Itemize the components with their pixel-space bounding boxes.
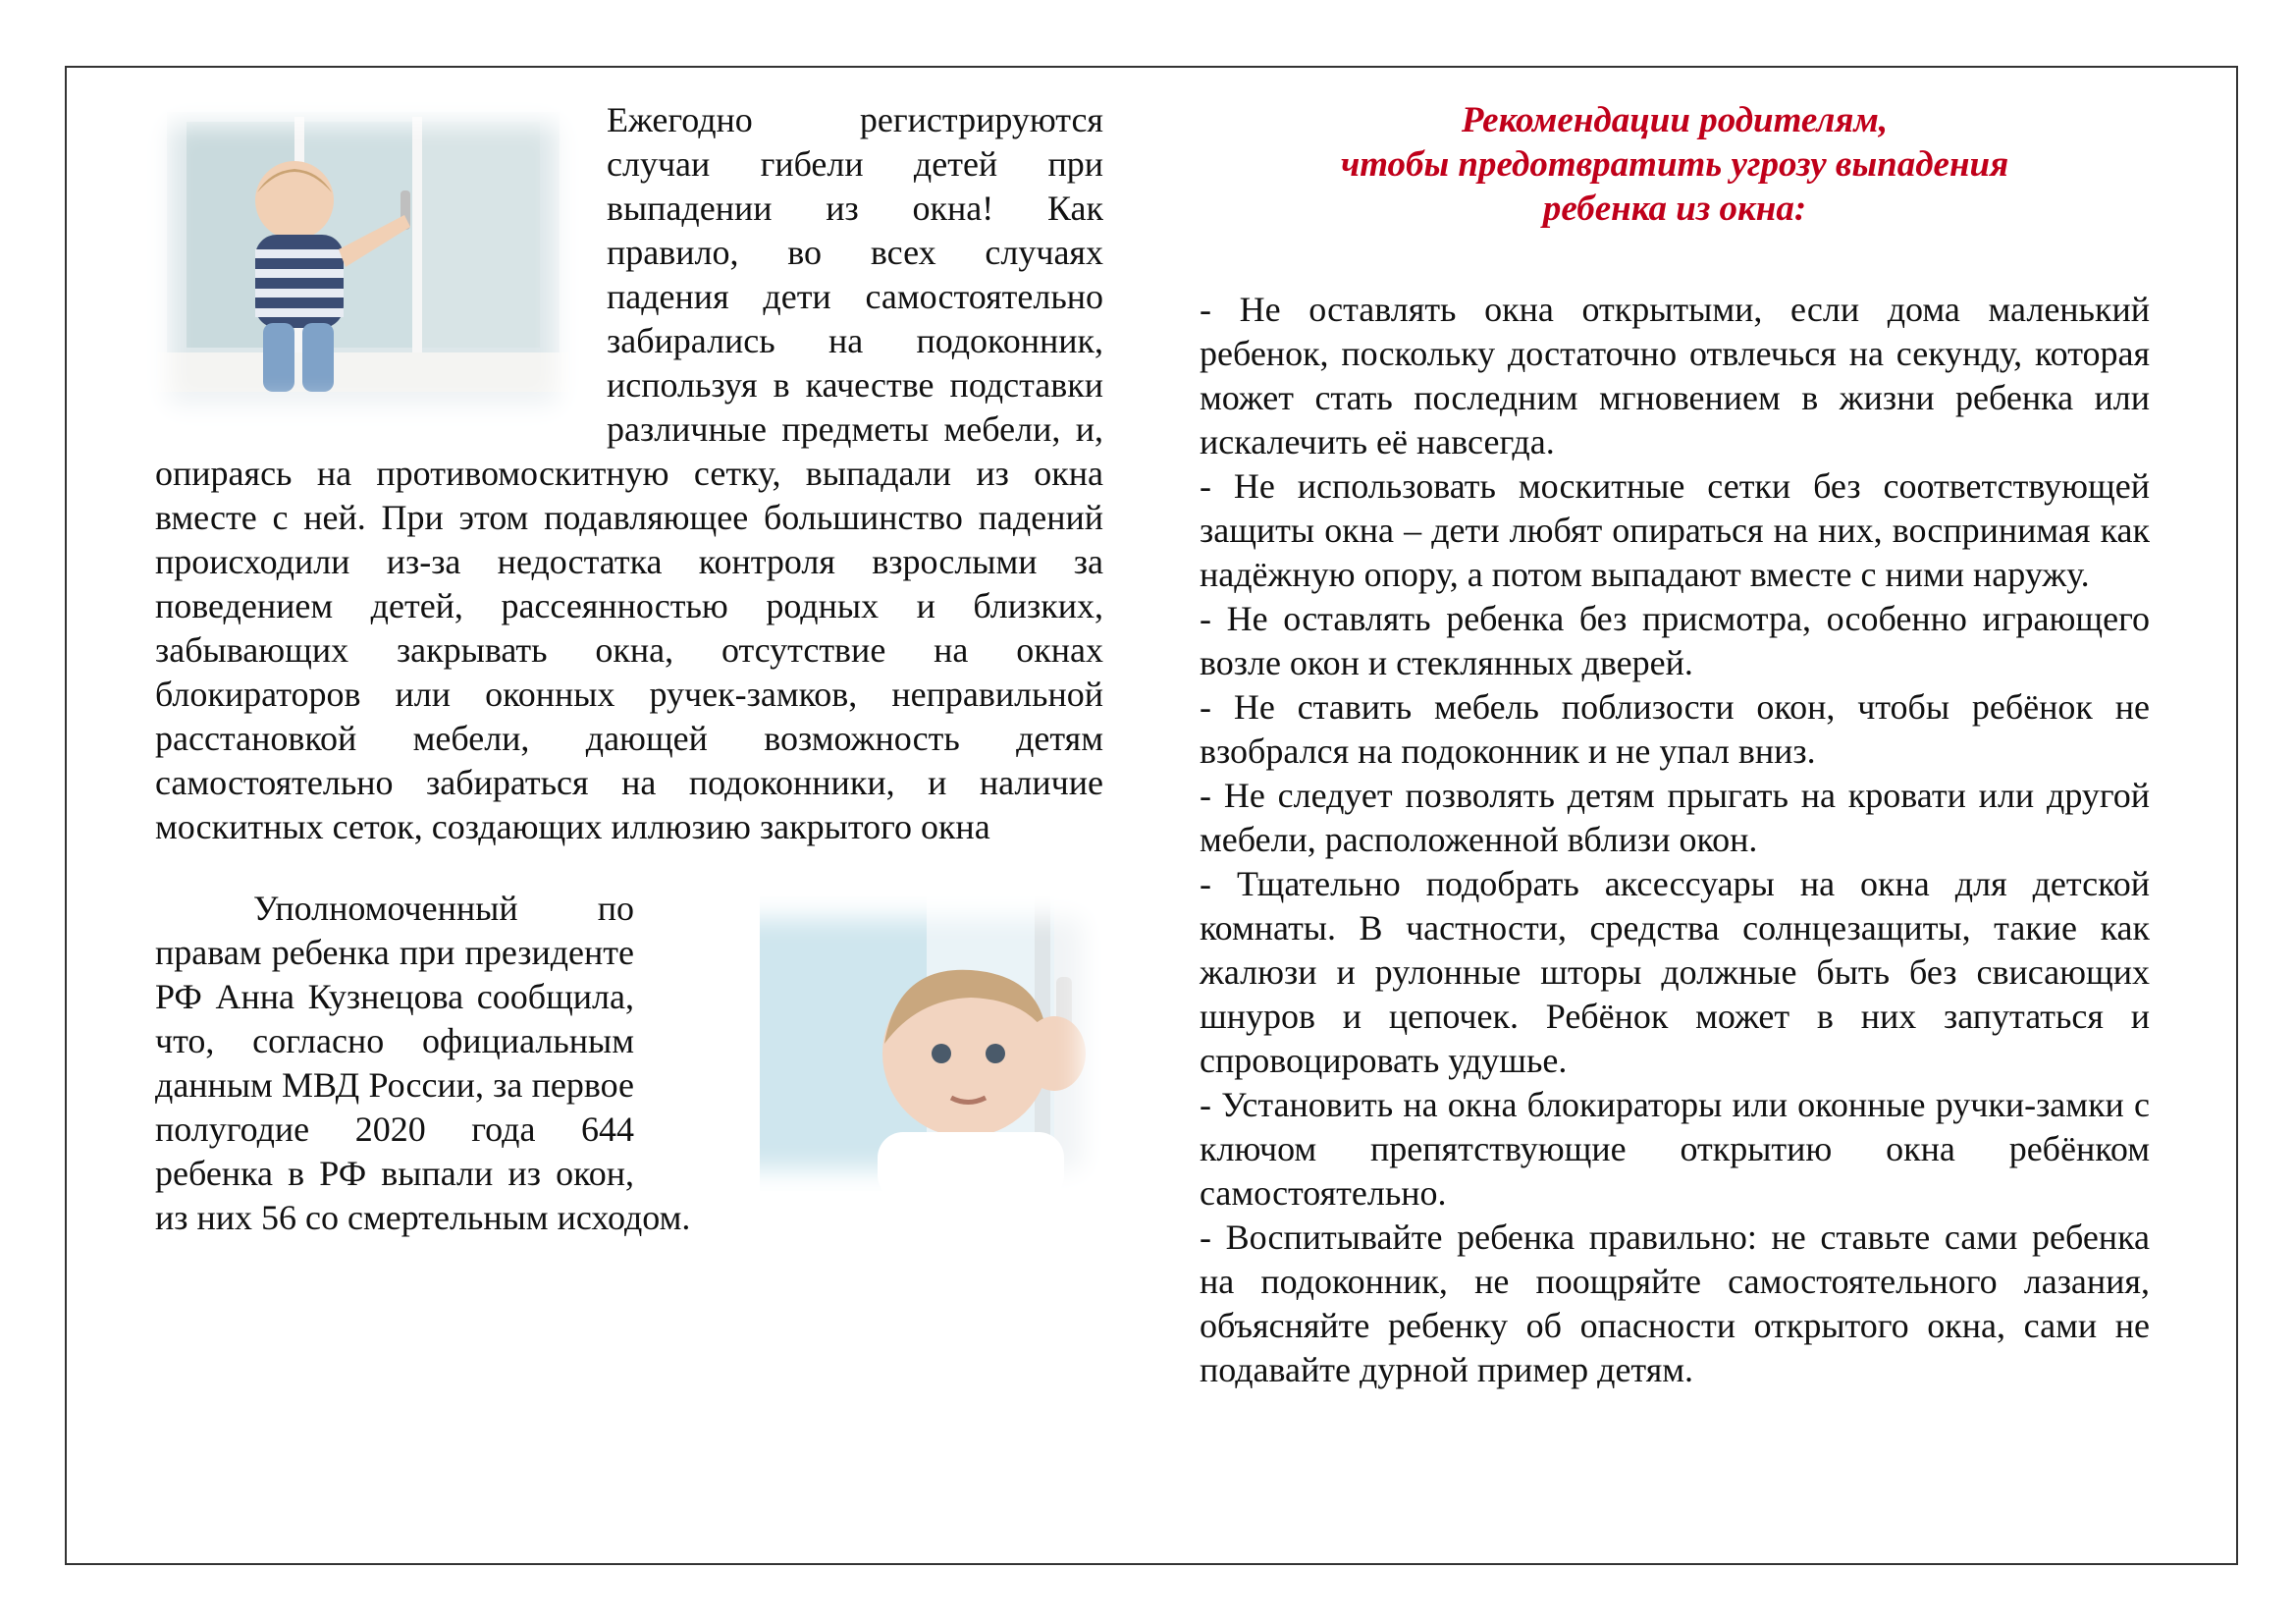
recommendation-item: - Не следует позволять детям прыгать на кровати или другой мебели, расположенной вблизи окон. bbox=[1200, 776, 2150, 859]
recommendation-item: - Не оставлять ребенка без присмотра, особенно играющего возле окон и стеклянных дверей. bbox=[1200, 599, 2150, 682]
recommendation-item: - Воспитывайте ребенка правильно: не ставьте сами ребенка на подоконник, не поощряйте самостоятельного лазания, объясняйте ребенку об опасности открытого окна, сами не подавайте дурной пример детям. bbox=[1200, 1218, 2150, 1389]
recommendations-title bbox=[1200, 98, 2150, 231]
recommendation-item: - Установить на окна блокираторы или оконные ручки-замки с ключом препятствующие открытию окна ребёнком самостоятельно. bbox=[1200, 1085, 2150, 1213]
ombudsman-text: Уполномоченный по правам ребенка при президенте РФ Анна Кузнецова сообщила, что, согласно официальным данным МВД России, за первое полугодие 2020 года 644 ребенка в РФ выпали из окон, из них 56 со смертельным исходом. bbox=[155, 889, 691, 1237]
recommendation-item: - Не использовать москитные сетки без соответствующей защиты окна – дети любят опираться на них, воспринимая как надёжную опору, а потом выпадают вместе с ними наружу. bbox=[1200, 466, 2150, 594]
child-with-window-handle-photo bbox=[662, 896, 1103, 1191]
right-column bbox=[1200, 98, 2150, 1392]
recommendation-item: - Не ставить мебель поблизости окон, чтобы ребёнок не взобрался на подоконник и не упал вниз. bbox=[1200, 687, 2150, 771]
left-column bbox=[155, 98, 1103, 1240]
ombudsman-paragraph bbox=[155, 887, 1103, 1240]
intro-text: Ежегодно регистрируются случаи гибели детей при выпадении из окна! Как правило, во всех случаях падения дети самостоятельно забирались на подоконник, используя в качестве подставки различные предметы мебели, и, опираясь на противомоскитную сетку, выпадали из окна вместе с ней. При этом подавляющее большинство падений происходили из-за недостатка контроля взрослыми за поведением детей, рассеянностью родных и близких, забывающих закрывать окна, отсутствие на окнах блокираторов или оконных ручек-замков, неправильной расстановкой мебели, дающей возможность детям самостоятельно забираться на подоконники, и наличие москитных сеток, создающих иллюзию закрытого окна bbox=[155, 100, 1103, 846]
recommendation-item: - Тщательно подобрать аксессуары на окна для детской комнаты. В частности, средства солнцезащиты, такие как жалюзи и рулонные шторы должные быть без свисающих шнуров и цепочек. Ребёнок может в них запутаться и спровоцировать удушье. bbox=[1200, 864, 2150, 1080]
child-at-window-photo bbox=[147, 102, 579, 426]
title-line: чтобы предотвратить угрозу выпадения bbox=[1340, 144, 2009, 185]
intro-paragraph bbox=[155, 98, 1103, 849]
recommendation-item: - Не оставлять окна открытыми, если дома маленький ребенок, поскольку достаточно отвлечься на секунду, которая может стать последним мгновением в жизни ребенка или искалечить её навсегда. bbox=[1200, 290, 2150, 461]
title-line: Рекомендации родителям, bbox=[1461, 100, 1889, 140]
title-line: ребенка из окна: bbox=[1542, 189, 1807, 229]
